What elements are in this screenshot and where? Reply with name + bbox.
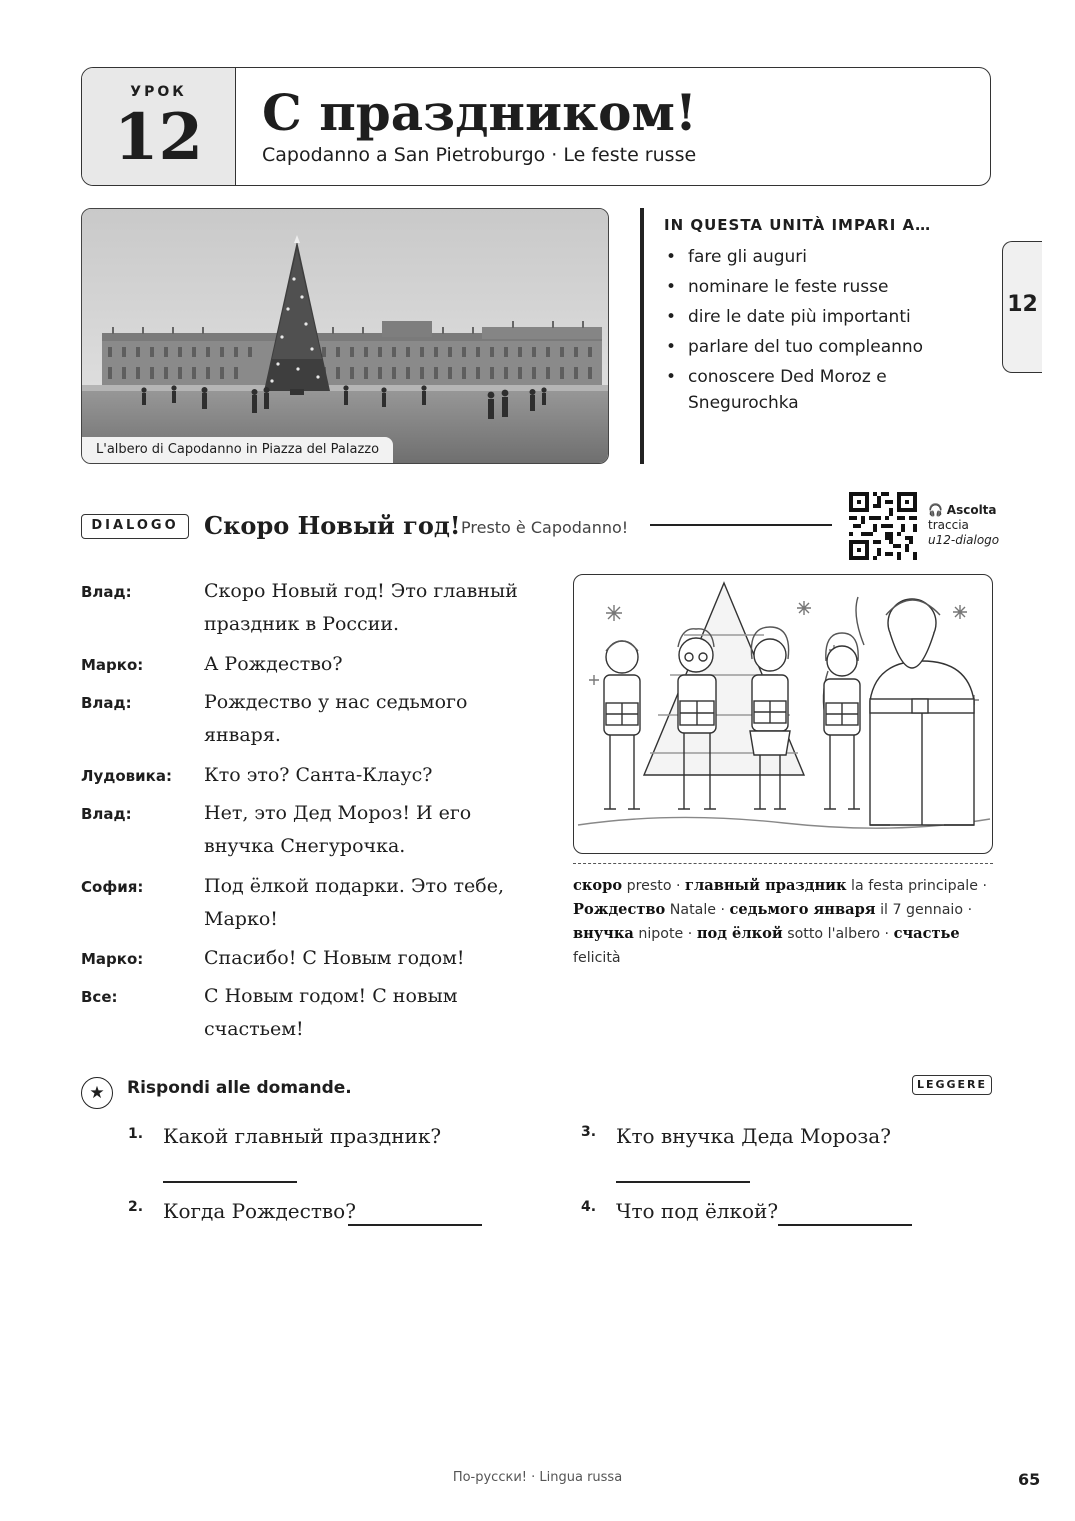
- answer-blank[interactable]: [778, 1224, 912, 1226]
- dialogue-rule: [650, 524, 832, 526]
- answer-blank[interactable]: [616, 1181, 750, 1183]
- page-subtitle: Capodanno a San Pietroburgo · Le feste russe: [262, 144, 697, 166]
- objectives-title: IN QUESTA UNITÀ IMPARI A…: [664, 216, 932, 234]
- dialogue-title: Скоро Новый год!: [204, 511, 461, 540]
- photo-illustration: [82, 209, 609, 464]
- answer-blank[interactable]: [163, 1181, 297, 1183]
- vocab-translation: felicità: [573, 950, 621, 966]
- unit-side-tab-number: 12: [1007, 292, 1038, 317]
- dialogue-line: А Рождество?: [204, 653, 343, 675]
- lesson-number-cell: [82, 68, 236, 185]
- listen-info[interactable]: [928, 503, 999, 548]
- listen-label: Ascolta: [946, 503, 997, 517]
- objective-item: • conoscere Ded Moroz e Snegurochka: [664, 364, 964, 416]
- illustration-drawing: [574, 575, 993, 854]
- vocabulary-box: скоро presto · главный праздник la festa principale · Рождество Natale · седьмого января il 7 gennaio · внучка nipote · под ёлкой sotto l'albero · счастье felicità: [573, 877, 987, 966]
- dialogue-line: Рождество у нас седьмого января.: [204, 691, 468, 746]
- objectives-list: [664, 244, 964, 420]
- vocab-translation: nipote: [638, 926, 684, 942]
- question-number: 2.: [128, 1199, 144, 1215]
- question-text: Когда Рождество?: [163, 1199, 356, 1223]
- page-title: С праздником!: [262, 83, 697, 142]
- vocab-term: главный праздник: [685, 877, 847, 894]
- question-text: Что под ёлкой?: [616, 1199, 779, 1223]
- vocab-translation: la festa principale: [851, 878, 978, 894]
- headphones-icon: 🎧: [928, 503, 943, 517]
- photo-caption: L'albero di Capodanno in Piazza del Palazzo: [82, 437, 393, 463]
- vocab-term: счастье: [893, 925, 960, 942]
- objective-item: • fare gli auguri: [664, 244, 964, 270]
- question-text: Кто внучка Деда Мороза?: [616, 1124, 891, 1148]
- lesson-header: [81, 67, 991, 186]
- footer-text: По-русски! · Lingua russa: [452, 1470, 623, 1485]
- vocab-term: седьмого января: [729, 901, 876, 918]
- unit-side-tab: [1002, 241, 1042, 373]
- question-number: 3.: [581, 1124, 597, 1140]
- dialogue-speaker: Марко:: [81, 656, 144, 674]
- dialogue-speaker: Влад:: [81, 694, 132, 712]
- vocab-term: скоро: [573, 877, 623, 894]
- vocab-term: внучка: [573, 925, 634, 942]
- dialogue-line: Спасибо! С Новым годом!: [204, 947, 465, 969]
- star-icon: ★: [81, 1077, 113, 1109]
- objectives-bar: [640, 208, 644, 464]
- dialogue-speaker: София:: [81, 878, 144, 896]
- palace-square-photo: [81, 208, 609, 464]
- dialogue-speaker: Все:: [81, 988, 118, 1006]
- dialogue-line: С Новым годом! С новым счастьем!: [204, 985, 458, 1040]
- vocab-translation: il 7 gennaio: [880, 902, 964, 918]
- dialogue-line: Скоро Новый год! Это главный праздник в России.: [204, 580, 518, 635]
- dialogue-line: Под ёлкой подарки. Это тебе, Марко!: [204, 875, 504, 930]
- ded-moroz-illustration: [573, 574, 993, 854]
- qr-code-icon[interactable]: [849, 492, 917, 560]
- dialogue-line: Кто это? Санта-Клаус?: [204, 764, 433, 786]
- dialogue-subtitle: Presto è Capodanno!: [461, 518, 629, 537]
- objective-item: • parlare del tuo compleanno: [664, 334, 964, 360]
- question-number: 1.: [128, 1126, 144, 1142]
- vocab-translation: presto: [626, 878, 672, 894]
- dialogue-line: Нет, это Дед Мороз! И его внучка Снегурочка.: [204, 802, 472, 857]
- answer-blank[interactable]: [348, 1224, 482, 1226]
- question-text: Какой главный праздник?: [163, 1124, 442, 1148]
- vocab-term: под ёлкой: [696, 925, 783, 942]
- question-number: 4.: [581, 1199, 597, 1215]
- listen-track-word: traccia: [928, 518, 969, 532]
- dialogue-badge: DIALOGO: [81, 514, 189, 539]
- objective-item: • dire le date più importanti: [664, 304, 964, 330]
- dialogue-speaker: Влад:: [81, 583, 132, 601]
- listen-track-id: u12-dialogo: [928, 533, 1000, 547]
- skill-badge: LEGGERE: [912, 1075, 992, 1095]
- dialogue-speaker: Влад:: [81, 805, 132, 823]
- dialogue-speaker: Лудовика:: [81, 767, 172, 785]
- vocab-term: Рождество: [573, 901, 666, 918]
- dialogue-speaker: Марко:: [81, 950, 144, 968]
- vocab-translation: sotto l'albero: [787, 926, 881, 942]
- vocab-divider: [573, 863, 993, 864]
- vocab-translation: Natale: [669, 902, 717, 918]
- lesson-word: УРОК: [130, 84, 187, 100]
- page-number: 65: [1018, 1470, 1041, 1489]
- objective-item: • nominare le feste russe: [664, 274, 964, 300]
- exercise-instruction: Rispondi alle domande.: [127, 1078, 352, 1098]
- lesson-number: 12: [113, 100, 204, 175]
